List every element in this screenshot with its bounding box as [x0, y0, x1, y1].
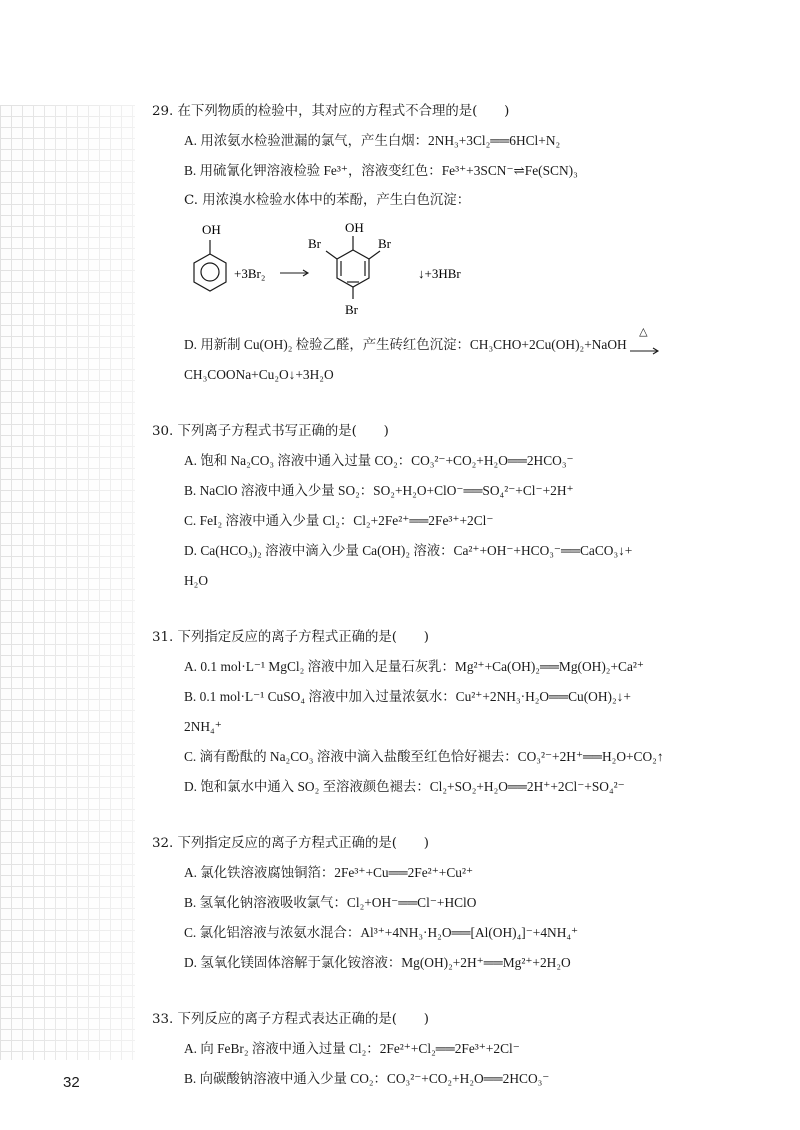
phenol-oh-label: OH [202, 222, 221, 237]
phenol-molecule [194, 240, 226, 291]
question-29-option-d [152, 325, 742, 360]
question-31-option-d: D. 饱和氯水中通入 SO₂ 至溶液颜色褪去：Cl₂+SO₂+H₂O══2H⁺+2Cl⁻+SO₄²⁻ [184, 779, 625, 794]
tribromophenol-oh-label: OH [345, 220, 364, 235]
question-29-title: 29. 在下列物质的检验中，其对应的方程式不合理的是( ) [152, 104, 510, 119]
question-32-option-a: A. 氯化铁溶液腐蚀铜箔：2Fe³⁺+Cu══2Fe²⁺+Cu²⁺ [184, 865, 474, 880]
bromine-left-label: Br [308, 236, 321, 251]
question-32-option-b: B. 氢氧化钠溶液吸收氯气：Cl₂+OH⁻══Cl⁻+HClO [184, 895, 477, 910]
heat-arrow-line [630, 344, 660, 358]
phenol-bromination-structure [186, 220, 606, 320]
question-29-option-d-continued: CH₃COONa+Cu₂O↓+3H₂O [184, 367, 334, 382]
question-29-option-b: B. 用硫氰化钾溶液检验 Fe³⁺，溶液变红色：Fe³⁺+3SCN⁻⇌Fe(SCN)₃ [184, 163, 578, 178]
question-29-option-a: A. 用浓氨水检验泄漏的氯气，产生白烟：2NH₃+3Cl₂══6HCl+N₂ [184, 133, 561, 148]
question-30-option-a: A. 饱和 Na₂CO₃ 溶液中通入过量 CO₂：CO₃²⁻+CO₂+H₂O══2HCO₃⁻ [184, 453, 574, 468]
question-31 [152, 624, 742, 802]
question-32-title: 32. 下列指定反应的离子方程式正确的是( ) [152, 836, 430, 851]
question-31-option-c: C. 滴有酚酞的 Na₂CO₃ 溶液中滴入盐酸至红色恰好褪去：CO₃²⁻+2H⁺══H₂O+CO₂↑ [184, 749, 664, 764]
tribromophenol-molecule [326, 236, 380, 299]
question-list [152, 98, 742, 1122]
question-29 [152, 98, 742, 390]
question-31-option-b-continued: 2NH₄⁺ [184, 719, 222, 734]
page-number: 32 [63, 1074, 80, 1091]
question-31-option-a: A. 0.1 mol·L⁻¹ MgCl₂ 溶液中加入足量石灰乳：Mg²⁺+Ca(OH)₂══Mg(OH)₂+Ca²⁺ [184, 659, 644, 674]
question-29-option-d-text: D. 用新制 Cu(OH)₂ 检验乙醛，产生砖红色沉淀：CH₃CHO+2Cu(OH)₂+NaOH [184, 337, 627, 352]
question-32 [152, 830, 742, 978]
question-33-option-b: B. 向碳酸钠溶液中通入少量 CO₂：CO₃²⁻+CO₂+H₂O══2HCO₃⁻ [184, 1071, 550, 1086]
question-31-title: 31. 下列指定反应的离子方程式正确的是( ) [152, 630, 430, 645]
margin-grid-fade [0, 105, 135, 1060]
reaction-products: ↓+3HBr [418, 266, 461, 281]
bromine-reagent: +3Br₂ [234, 266, 266, 281]
question-30-option-c: C. FeI₂ 溶液中通入少量 Cl₂：Cl₂+2Fe²⁺══2Fe³⁺+2Cl⁻ [184, 513, 494, 528]
question-30-option-b: B. NaClO 溶液中通入少量 SO₂：SO₂+H₂O+ClO⁻══SO₄²⁻+Cl⁻+2H⁺ [184, 483, 574, 498]
question-33-title: 33. 下列反应的离子方程式表达正确的是( ) [152, 1012, 430, 1027]
question-30-option-d-continued: H₂O [184, 573, 209, 588]
question-30-option-d: D. Ca(HCO₃)₂ 溶液中滴入少量 Ca(OH)₂ 溶液：Ca²⁺+OH⁻+HCO₃⁻══CaCO₃↓+ [184, 543, 633, 558]
bromine-bottom-label: Br [345, 302, 358, 317]
heat-arrow [630, 325, 660, 353]
question-31-option-b: B. 0.1 mol·L⁻¹ CuSO₄ 溶液中加入过量浓氨水：Cu²⁺+2NH₃·H₂O══Cu(OH)₂↓+ [184, 689, 631, 704]
bromine-right-label: Br [378, 236, 391, 251]
heat-symbol: △ [639, 325, 648, 338]
question-32-option-d: D. 氢氧化镁固体溶解于氯化铵溶液：Mg(OH)₂+2H⁺══Mg²⁺+2H₂O [184, 955, 571, 970]
question-33-option-a: A. 向 FeBr₂ 溶液中通入过量 Cl₂：2Fe²⁺+Cl₂══2Fe³⁺+2Cl⁻ [184, 1041, 520, 1056]
question-33 [152, 1006, 742, 1094]
question-29-option-c: C. 用浓溴水检验水体中的苯酚，产生白色沉淀： [184, 193, 471, 208]
reaction-arrow [280, 270, 308, 276]
question-30-title: 30. 下列离子方程式书写正确的是( ) [152, 424, 389, 439]
question-32-option-c: C. 氯化铝溶液与浓氨水混合：Al³⁺+4NH₃·H₂O══[Al(OH)₄]⁻+4NH₄⁺ [184, 925, 579, 940]
question-30 [152, 418, 742, 596]
